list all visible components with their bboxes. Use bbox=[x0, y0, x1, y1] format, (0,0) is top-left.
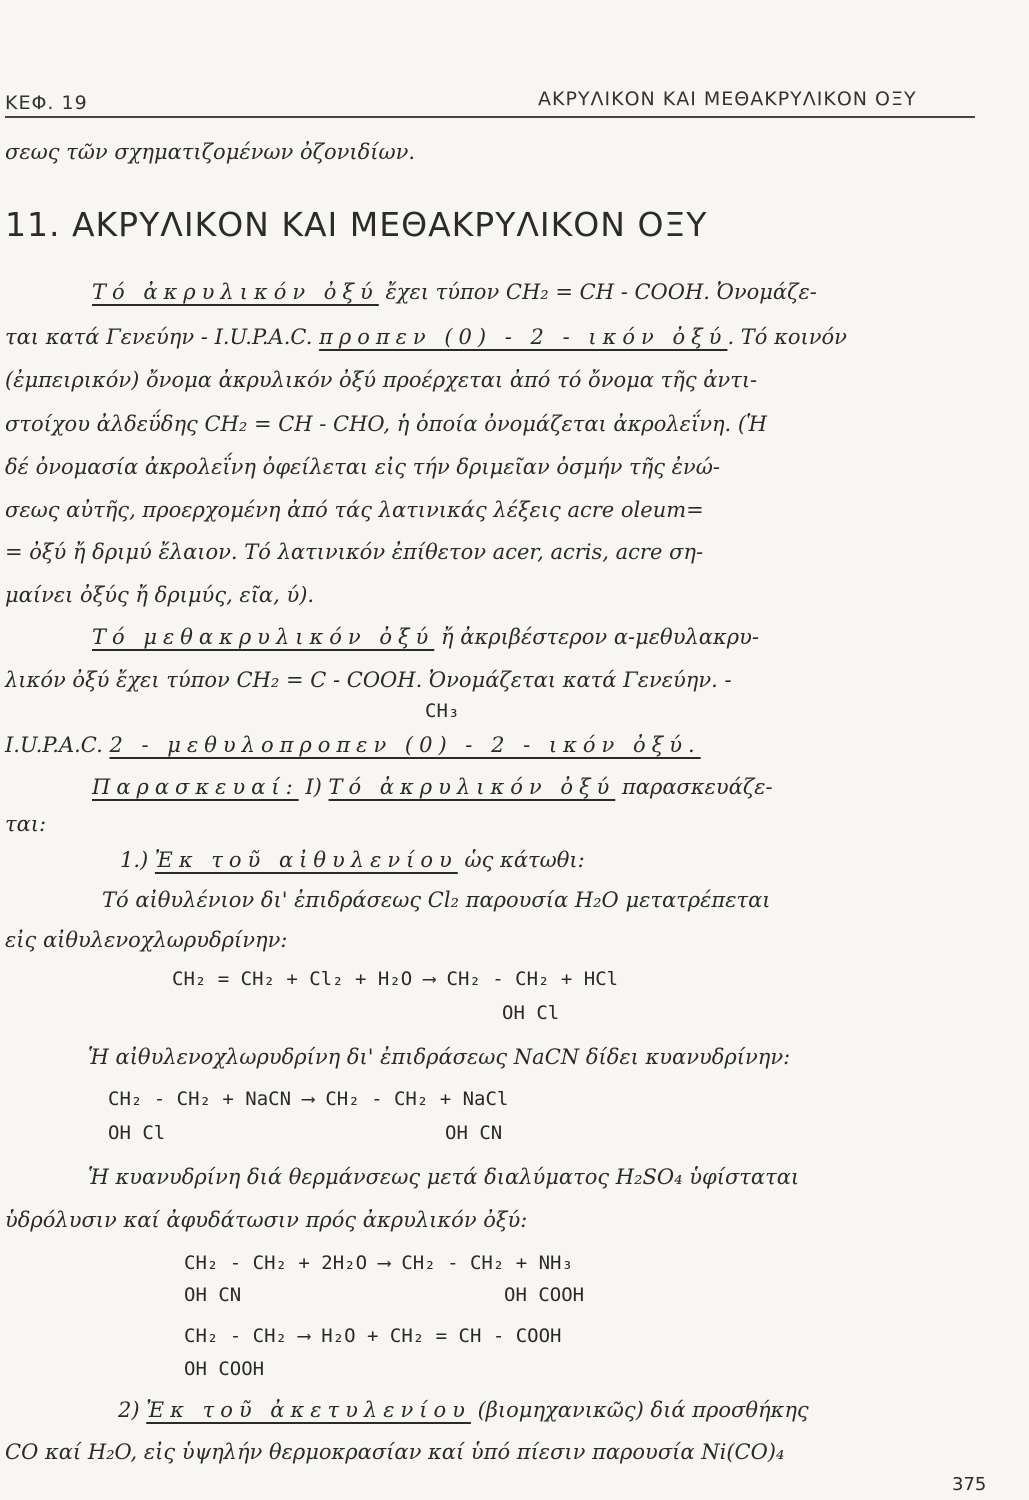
para1-line5: δέ ὀνομασία ἀκρολεΐνη ὀφείλεται εἰς τήν δριμεῖαν ὀσμήν τῆς ἐνώ- bbox=[5, 455, 720, 479]
prep-text1: Τό αἰθυλένιον δι' ἐπιδράσεως Cl₂ παρουσία H₂O μετατρέπεται bbox=[102, 888, 771, 912]
para2-line3-a: I.U.P.A.C. bbox=[5, 733, 103, 757]
header-rule bbox=[5, 116, 975, 118]
para1-line1-rest: ἔχει τύπον CH₂ = CH - COOH. Ὀνομάζε- bbox=[385, 280, 817, 304]
para1-line2 bbox=[5, 325, 847, 349]
para1-line2-a: ται κατά Γενεύην - I.U.P.A.C. bbox=[5, 325, 313, 349]
para1-line6: σεως αὐτῆς, προερχομένη ἀπό τάς λατινικάς λέξεις acre oleum= bbox=[5, 498, 704, 522]
term-acrylic-acid: Τό ἀκρυλικόν ὀξύ bbox=[92, 280, 379, 304]
page-number: 375 bbox=[952, 1474, 987, 1495]
term-iupac-methacrylic: 2 - μεθυλοπροπεν (0) - 2 - ικόν ὀξύ. bbox=[109, 733, 701, 757]
methyl-group: CH₃ bbox=[425, 700, 460, 722]
prep-text3: Ἡ αἰθυλενοχλωρυδρίνη δι' ἐπιδράσεως NaCN δίδει κυανυδρίνην: bbox=[88, 1045, 791, 1069]
equation-4: CH₂ - CH₂ ⟶ H₂O + CH₂ = CH - COOH bbox=[184, 1325, 562, 1347]
equation-3-substituents-left: OH CN bbox=[184, 1284, 242, 1306]
para1-line4: στοίχου ἀλδεΰδης CH₂ = CH - CHO, ἡ ὁποία ὀνομάζεται ἀκρολεΐνη. (Ἡ bbox=[5, 412, 767, 436]
running-title: ΑΚΡΥΛΙΚΟΝ ΚΑΙ ΜΕΘΑΚΡΥΛΙΚΟΝ ΟΞΥ bbox=[538, 88, 917, 110]
prep-text6: CO καί H₂O, εἰς ὑψηλήν θερμοκρασίαν καί ὑπό πίεσιν παρουσία Ni(CO)₄ bbox=[5, 1440, 785, 1464]
equation-2-substituents-right: OH CN bbox=[445, 1122, 503, 1144]
sub2-num: 2) bbox=[118, 1398, 140, 1422]
para1-line7: = ὀξύ ἤ δριμύ ἔλαιον. Τό λατινικόν ἐπίθετον acer, acris, acre ση- bbox=[5, 540, 704, 564]
para2-line1 bbox=[92, 625, 759, 649]
section-title: 11. ΑΚΡΥΛΙΚΟΝ ΚΑΙ ΜΕΘΑΚΡΥΛΙΚΟΝ ΟΞΥ bbox=[5, 205, 708, 244]
sub1-num: 1.) bbox=[120, 848, 149, 872]
prep-text2: εἰς αἰθυλενοχλωρυδρίνην: bbox=[5, 928, 288, 952]
sub1-term: Ἐκ τοῦ αἰθυλενίου bbox=[154, 848, 458, 872]
para1-line3: (ἐμπειρικόν) ὄνομα ἀκρυλικόν ὀξύ προέρχεται ἀπό τό ὄνομα τῆς ἀντι- bbox=[5, 368, 758, 392]
equation-2: CH₂ - CH₂ + NaCN ⟶ CH₂ - CH₂ + NaCl bbox=[108, 1088, 509, 1110]
equation-3: CH₂ - CH₂ + 2H₂O ⟶ CH₂ - CH₂ + NH₃ bbox=[184, 1252, 573, 1274]
equation-1: CH₂ = CH₂ + Cl₂ + H₂O ⟶ CH₂ - CH₂ + HCl bbox=[172, 968, 619, 990]
para1-line8: μαίνει ὀξύς ἤ δριμύς, εῖα, ύ). bbox=[5, 583, 315, 607]
sub2-heading bbox=[118, 1398, 809, 1422]
equation-1-substituents: OH Cl bbox=[502, 1002, 560, 1024]
para2-line3 bbox=[5, 733, 701, 757]
prep-line1 bbox=[92, 775, 773, 799]
prep-item1-rest: παρασκευάζε- bbox=[621, 775, 773, 799]
prep-text4: Ἡ κυανυδρίνη διά θερμάνσεως μετά διαλύματος H₂SO₄ ὑφίσταται bbox=[88, 1165, 800, 1189]
equation-4-substituents: OH COOH bbox=[184, 1358, 265, 1380]
sub2-term: Ἐκ τοῦ ἀκετυλενίου bbox=[146, 1398, 471, 1422]
para2-line2: λικόν ὀξύ ἔχει τύπον CH₂ = C - COOH. Ὀνομάζεται κατά Γενεύην. - bbox=[5, 668, 732, 692]
prep-item1-term: Τό ἀκρυλικόν ὀξύ bbox=[328, 775, 616, 799]
equation-2-substituents-left: OH Cl bbox=[108, 1122, 166, 1144]
prep-text5: ὑδρόλυσιν καί ἀφυδάτωσιν πρός ἀκρυλικόν ὀξύ: bbox=[5, 1208, 528, 1232]
prep-item1-cont: ται: bbox=[5, 812, 47, 836]
equation-3-substituents-right: OH COOH bbox=[504, 1284, 585, 1306]
para1-line1 bbox=[92, 280, 817, 304]
sub2-rest: (βιομηχανικῶς) διά προσθήκης bbox=[477, 1398, 809, 1422]
term-iupac-acrylic: προπεν (0) - 2 - ικόν ὀξύ bbox=[319, 325, 728, 349]
chapter-label: ΚΕΦ. 19 bbox=[5, 92, 88, 114]
para2-line1-rest: ἤ ἀκριβέστερον α-μεθυλακρυ- bbox=[441, 625, 759, 649]
prep-heading: Παρασκευαί: bbox=[92, 775, 299, 799]
prep-item1-lead: I) bbox=[305, 775, 322, 799]
sub1-rest: ὡς κάτωθι: bbox=[464, 848, 585, 872]
intro-line: σεως τῶν σχηματιζομένων ὀζονιδίων. bbox=[5, 140, 416, 164]
term-methacrylic-acid: Τό μεθακρυλικόν ὀξύ bbox=[92, 625, 435, 649]
sub1-heading bbox=[120, 848, 585, 872]
para1-line2-b: . Τό κοινόν bbox=[727, 325, 847, 349]
